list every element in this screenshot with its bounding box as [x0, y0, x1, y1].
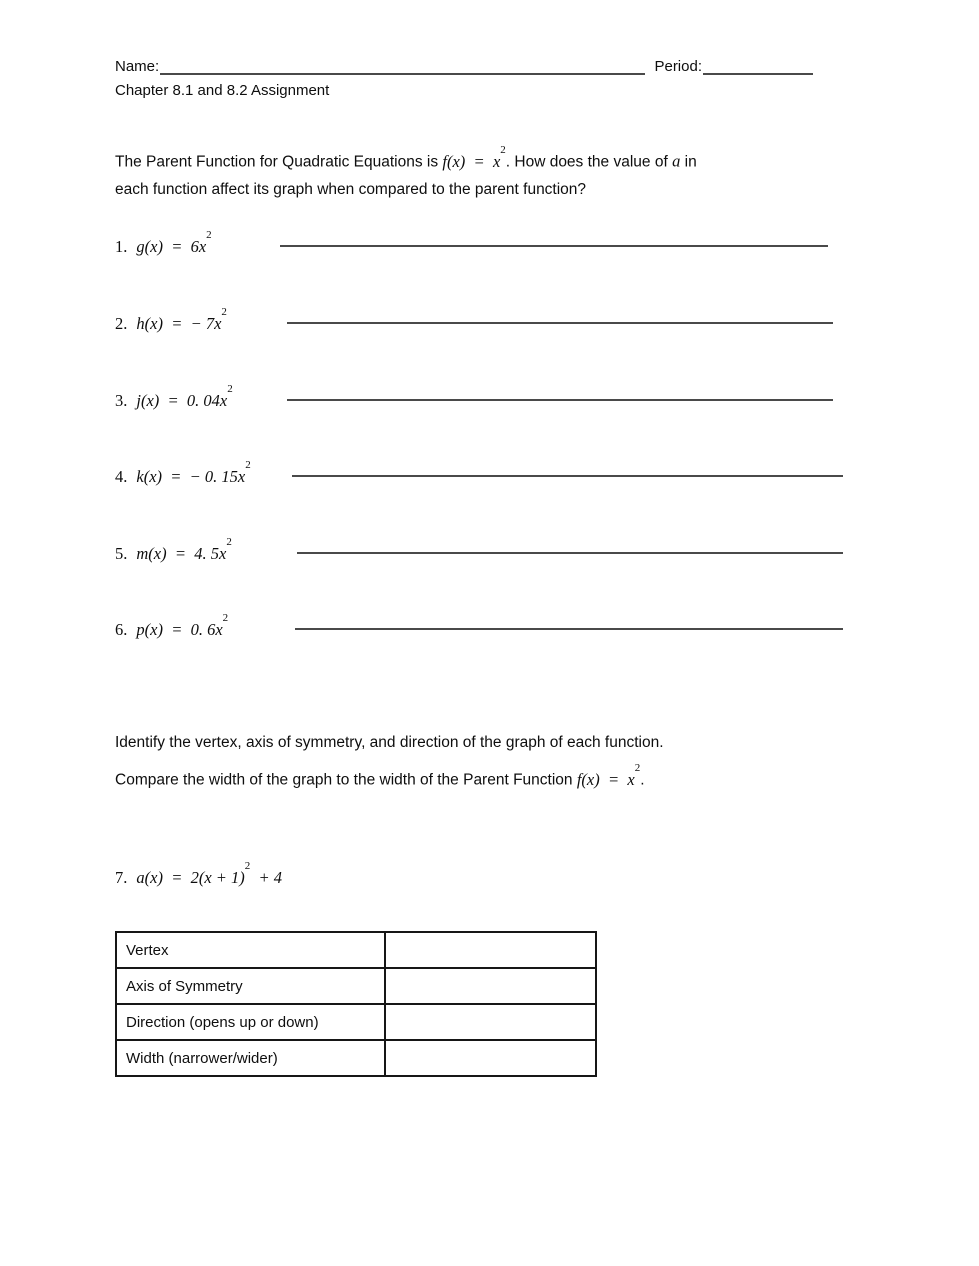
exponent: 2: [226, 536, 232, 548]
intro-paragraph: [115, 144, 860, 203]
problem-expression: [136, 229, 212, 256]
assignment-title: Chapter 8.1 and 8.2 Assignment: [115, 82, 330, 99]
intro-text-1: The Parent Function for Quadratic Equations is: [115, 153, 443, 171]
name-blank: [160, 58, 645, 75]
exponent: 2: [500, 144, 506, 156]
exponent: 2: [206, 229, 212, 241]
expression-body: k(x) = − 0. 15x: [136, 466, 246, 486]
problem-row-3: [115, 381, 855, 413]
section2-period: .: [640, 771, 645, 789]
expression-tail: + 4: [250, 867, 283, 887]
expression-body: p(x) = 0. 6x: [136, 619, 223, 639]
problem-number: 7.: [115, 867, 128, 887]
problem-expression: [136, 306, 227, 333]
problem-number: 2.: [115, 313, 128, 333]
row-value-cell: [385, 1004, 596, 1040]
answer-blank: [280, 229, 828, 247]
problem-expression: [136, 536, 232, 563]
expression-body: m(x) = 4. 5x: [136, 543, 227, 563]
answer-blank: [292, 459, 843, 477]
expression-body: g(x) = 6x: [136, 236, 207, 256]
intro-text-2: . How does the value of: [505, 153, 673, 171]
intro-line-2: each function affect its graph when compared to the parent function?: [115, 180, 587, 198]
problem-number: 1.: [115, 236, 128, 256]
row-label: Axis of Symmetry: [116, 968, 385, 1004]
variable-a: a: [672, 151, 681, 171]
exponent: 2: [245, 459, 251, 471]
row-label: Width (narrower/wider): [116, 1040, 385, 1076]
exponent: 2: [222, 612, 229, 624]
table-row-direction: [116, 1004, 596, 1040]
answer-blank: [287, 306, 833, 324]
table-row-axis-of-symmetry: [116, 968, 596, 1004]
section2-line-1: Identify the vertex, axis of symmetry, and direction of the graph of each function.: [115, 734, 664, 751]
row-label: Direction (opens up or down): [116, 1004, 385, 1040]
intro-text-3: in: [680, 153, 697, 171]
row-value-cell: [385, 968, 596, 1004]
problem-row-6: [115, 610, 855, 642]
section2-instructions: [115, 726, 875, 797]
problem-number: 6.: [115, 619, 128, 639]
problem-expression: [136, 459, 251, 486]
row-value-cell: [385, 932, 596, 968]
problem-row-1: [115, 227, 855, 259]
row-value-cell: [385, 1040, 596, 1076]
problem-row-7: [115, 858, 282, 894]
header-name-period-line: [115, 58, 813, 76]
problem-number: 4.: [115, 466, 128, 486]
expression-body: a(x) = 2(x + 1): [136, 867, 245, 887]
exponent: 2: [221, 306, 227, 318]
parent-function-math: [442, 144, 506, 171]
problem-number: 5.: [115, 543, 128, 563]
table-row-vertex: [116, 932, 596, 968]
period-blank: [703, 58, 813, 75]
answer-table: [115, 931, 597, 1077]
parent-function-expression: f(x) = x: [576, 769, 635, 789]
problem-expression: [136, 383, 233, 410]
parent-function-math: [576, 762, 641, 789]
expression-body: j(x) = 0. 04x: [136, 390, 228, 410]
exponent: 2: [227, 383, 233, 395]
problem-expression: [136, 860, 283, 887]
section2-line-2-text: Compare the width of the graph to the width of the Parent Function: [115, 771, 577, 789]
problem-number: 3.: [115, 390, 128, 410]
problem-row-2: [115, 304, 855, 336]
exponent: 2: [634, 762, 641, 774]
problem-row-4: [115, 457, 855, 489]
problem-row-5: [115, 534, 855, 566]
period-label: Period:: [654, 58, 702, 75]
answer-blank: [295, 612, 843, 630]
expression-body: h(x) = − 7x: [136, 313, 222, 333]
problem-expression: [136, 612, 229, 639]
answer-blank: [297, 536, 843, 554]
table-row-width: [116, 1040, 596, 1076]
exponent: 2: [244, 860, 251, 872]
name-label: Name:: [115, 58, 160, 75]
parent-function-expression: f(x) = x: [442, 151, 501, 171]
row-label: Vertex: [116, 932, 385, 968]
answer-blank: [287, 383, 833, 401]
